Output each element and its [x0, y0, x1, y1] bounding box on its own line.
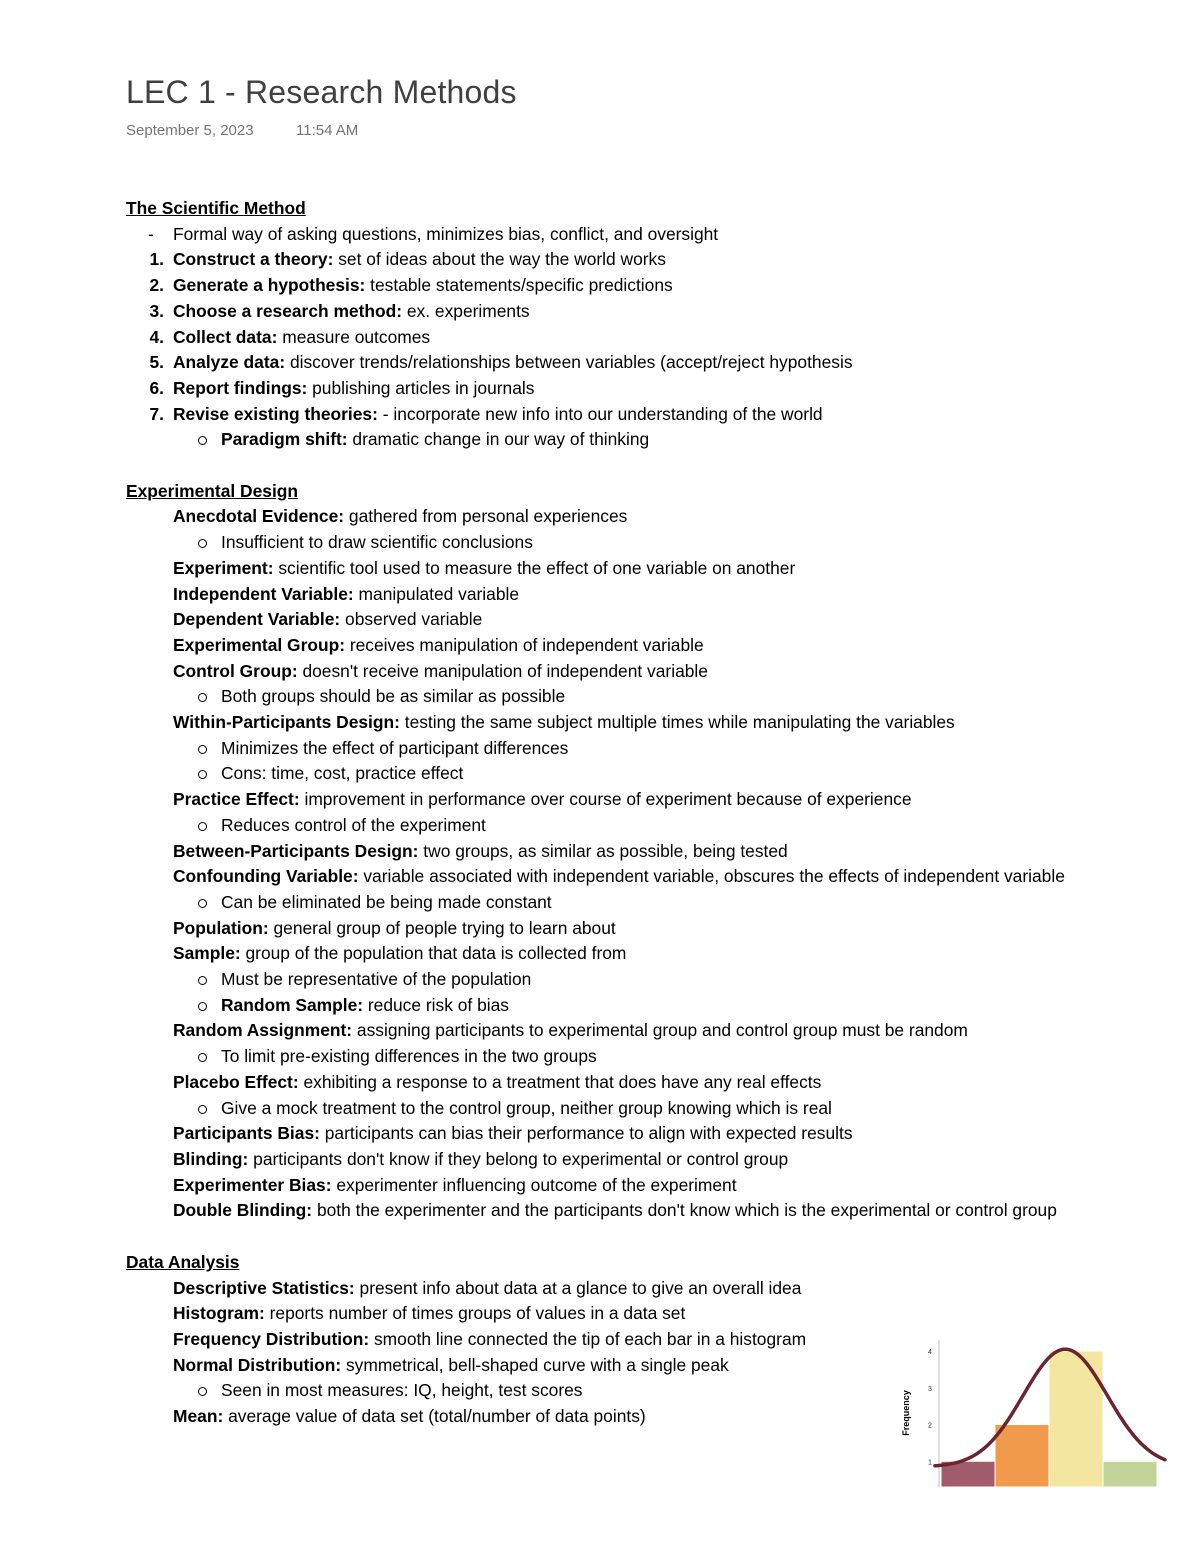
term-label: Mean: — [173, 1406, 224, 1427]
frequency-histogram-chart — [895, 1335, 1170, 1495]
section-heading-scientific-method: The Scientific Method — [126, 198, 306, 218]
term-desc: experimenter influencing outcome of the experiment — [331, 1174, 737, 1195]
term-label: Choose a research method: — [173, 300, 403, 321]
bullet-text: Both groups should be as similar as possible — [221, 686, 566, 707]
term-label: Sample: — [173, 943, 241, 964]
bullet-text: Minimizes the effect of participant differences — [221, 737, 569, 758]
step-number: 4. — [149, 326, 164, 347]
term-desc: exhibiting a response to a treatment that does have any real effects — [298, 1071, 822, 1092]
definition-line — [126, 787, 1126, 813]
sub-bullet — [126, 530, 1126, 556]
term-desc: measure outcomes — [277, 326, 431, 347]
definition-line — [126, 1018, 1126, 1044]
term-label: Generate a hypothesis: — [173, 275, 366, 296]
page-date: September 5, 2023 — [126, 122, 254, 139]
y-tick-label: 4 — [928, 1349, 932, 1357]
term-desc: testing the same subject multiple times while manipulating the variables — [399, 712, 955, 733]
page-time: 11:54 AM — [296, 122, 359, 139]
experimental-design-list — [126, 504, 1126, 1224]
sub-bullet — [126, 813, 1126, 839]
term-desc: gathered from personal experiences — [344, 506, 628, 527]
intro-line — [126, 222, 1126, 248]
circle-bullet-icon — [198, 1387, 207, 1396]
definition-line — [126, 1121, 1126, 1147]
steps-list — [126, 247, 1126, 427]
definition-line — [126, 710, 1126, 736]
sub-bullet — [126, 1044, 1126, 1070]
histogram-bar — [995, 1425, 1049, 1487]
term-label: Random Assignment: — [173, 1020, 353, 1041]
step-item — [126, 376, 1126, 402]
term-desc: ex. experiments — [402, 300, 530, 321]
term-desc: discover trends/relationships between variables (accept/reject hypothesis — [285, 352, 853, 373]
circle-bullet-icon — [198, 822, 207, 831]
definition-line — [126, 659, 1126, 685]
definition-line — [126, 607, 1126, 633]
bullet-text: To limit pre-existing differences in the two groups — [221, 1046, 597, 1067]
term-label: Double Blinding: — [173, 1200, 313, 1221]
definition-line — [126, 633, 1126, 659]
term-desc: average value of data set (total/number of data points) — [223, 1406, 646, 1427]
term-desc: receives manipulation of independent variable — [345, 634, 704, 655]
sub-bullet — [126, 427, 1126, 453]
term-label: Placebo Effect: — [173, 1071, 299, 1092]
term-desc: - incorporate new info into our understanding of the world — [377, 403, 823, 424]
term-desc: doesn't receive manipulation of independent variable — [297, 660, 708, 681]
term-label: Experimental Group: — [173, 634, 346, 655]
circle-bullet-icon — [198, 1053, 207, 1062]
y-tick-label: 3 — [928, 1385, 932, 1393]
term-desc: set of ideas about the way the world works — [333, 249, 666, 270]
term-desc: participants don't know if they belong to experimental or control group — [248, 1149, 789, 1169]
circle-bullet-icon — [198, 899, 207, 908]
term-desc: participants can bias their performance to align with expected results — [319, 1123, 853, 1144]
term-desc: symmetrical, bell-shaped curve with a single peak — [341, 1354, 729, 1375]
definition-line — [126, 1173, 1126, 1199]
step-number: 2. — [149, 275, 164, 296]
term-label: Population: — [173, 917, 269, 938]
term-label: Revise existing theories: — [173, 403, 378, 424]
step-number: 3. — [149, 300, 164, 321]
step-item — [126, 325, 1126, 351]
section-heading-experimental-design: Experimental Design — [126, 480, 299, 501]
term-label: Analyze data: — [173, 352, 286, 373]
sub-bullet — [126, 1096, 1126, 1122]
circle-bullet-icon — [198, 1002, 207, 1011]
term-label: Collect data: — [173, 326, 278, 347]
sub-bullet — [126, 967, 1126, 993]
definition-line — [126, 556, 1126, 582]
term-desc: group of the population that data is collected from — [240, 943, 627, 964]
term-label: Between-Participants Design: — [173, 840, 419, 861]
definition-line — [126, 1301, 1126, 1327]
circle-bullet-icon — [198, 745, 207, 754]
definition-line — [126, 864, 1126, 890]
term-label: Independent Variable: — [173, 583, 354, 604]
term-desc: both the experimenter and the participants don't know which is the experimental or control group — [312, 1200, 1057, 1221]
sub-bullet — [126, 736, 1126, 762]
definition-line — [126, 916, 1126, 942]
term-desc: reduce risk of bias — [363, 994, 509, 1015]
step-item — [126, 247, 1126, 273]
circle-bullet-icon — [198, 693, 207, 702]
y-tick-label: 1 — [928, 1459, 932, 1467]
term-desc: variable associated with independent variable, obscures the effects of independent variable — [358, 866, 1065, 887]
term-label: Histogram: — [173, 1303, 265, 1324]
term-label: Experimenter Bias: — [173, 1174, 332, 1195]
term-label: Blinding: — [173, 1149, 249, 1169]
term-label: Anecdotal Evidence: — [173, 506, 345, 527]
y-tick-label: 2 — [928, 1422, 932, 1430]
definition-line — [126, 582, 1126, 608]
term-label: Report findings: — [173, 377, 308, 398]
intro-text: Formal way of asking questions, minimizes bias, conflict, and oversight — [173, 223, 719, 244]
term-label: Random Sample: — [221, 994, 364, 1015]
term-desc: general group of people trying to learn about — [268, 917, 616, 938]
term-desc: scientific tool used to measure the effect of one variable on another — [273, 557, 796, 578]
bullet-text: Seen in most measures: IQ, height, test scores — [221, 1380, 583, 1401]
sub-bullet — [126, 890, 1126, 916]
term-label: Normal Distribution: — [173, 1354, 342, 1375]
circle-bullet-icon — [198, 1105, 207, 1114]
term-desc: smooth line connected the tip of each bar in a histogram — [369, 1328, 807, 1349]
circle-bullet-icon — [198, 976, 207, 985]
step-number: 5. — [149, 352, 164, 373]
circle-bullet-icon — [198, 539, 207, 548]
circle-bullet-icon — [198, 436, 207, 445]
bullet-text: Reduces control of the experiment — [221, 814, 486, 835]
definition-line — [126, 1198, 1126, 1224]
definition-line — [126, 941, 1126, 967]
sub-bullet — [126, 761, 1126, 787]
step-number: 1. — [149, 249, 164, 270]
sub-bullet — [126, 993, 1126, 1019]
term-label: Participants Bias: — [173, 1123, 320, 1144]
term-desc: publishing articles in journals — [307, 377, 535, 398]
term-desc: present info about data at a glance to give an overall idea — [354, 1277, 802, 1298]
step-item — [126, 299, 1126, 325]
dash-marker: - — [148, 223, 154, 244]
y-axis-label: Frequency — [901, 1390, 911, 1436]
notes-body — [126, 196, 1126, 1430]
bullet-text: Can be eliminated be being made constant — [221, 891, 552, 912]
definition-line — [126, 504, 1126, 530]
sub-bullet — [126, 684, 1126, 710]
bullet-text: Give a mock treatment to the control group, neither group knowing which is real — [221, 1097, 832, 1118]
term-label: Confounding Variable: — [173, 866, 359, 887]
histogram-bar — [1103, 1461, 1157, 1487]
term-desc: assigning participants to experimental group and control group must be random — [352, 1020, 968, 1041]
bullet-text: Must be representative of the population — [221, 969, 532, 990]
term-label: Practice Effect: — [173, 789, 300, 810]
term-label: Control Group: — [173, 660, 298, 681]
term-label: Dependent Variable: — [173, 609, 341, 630]
step-number: 6. — [149, 377, 164, 398]
definition-line — [126, 839, 1126, 865]
term-desc: improvement in performance over course of experiment because of experience — [299, 789, 912, 810]
term-label: Construct a theory: — [173, 249, 334, 270]
bullet-text: Cons: time, cost, practice effect — [221, 763, 464, 784]
term-desc: reports number of times groups of values in a data set — [264, 1303, 686, 1324]
term-desc: testable statements/specific predictions — [365, 275, 673, 296]
step-item — [126, 350, 1126, 376]
term-label: Paradigm shift: — [221, 429, 348, 450]
term-label: Within-Participants Design: — [173, 712, 400, 733]
page-title: LEC 1 - Research Methods — [126, 74, 517, 110]
term-desc: dramatic change in our way of thinking — [347, 429, 650, 450]
term-desc: observed variable — [340, 609, 483, 630]
term-desc: manipulated variable — [353, 583, 520, 604]
definition-line — [126, 1276, 1126, 1302]
term-label: Descriptive Statistics: — [173, 1277, 355, 1298]
definition-line — [126, 1147, 1126, 1173]
section-heading-data-analysis: Data Analysis — [126, 1251, 240, 1272]
definition-line — [126, 1070, 1126, 1096]
term-desc: two groups, as similar as possible, being tested — [418, 840, 788, 861]
step-number: 7. — [149, 403, 164, 424]
step-item — [126, 273, 1126, 299]
histogram-bar — [1049, 1351, 1103, 1487]
step-item — [126, 402, 1126, 428]
term-label: Frequency Distribution: — [173, 1328, 370, 1349]
term-label: Experiment: — [173, 557, 274, 578]
bullet-text: Insufficient to draw scientific conclusions — [221, 532, 533, 553]
circle-bullet-icon — [198, 770, 207, 779]
